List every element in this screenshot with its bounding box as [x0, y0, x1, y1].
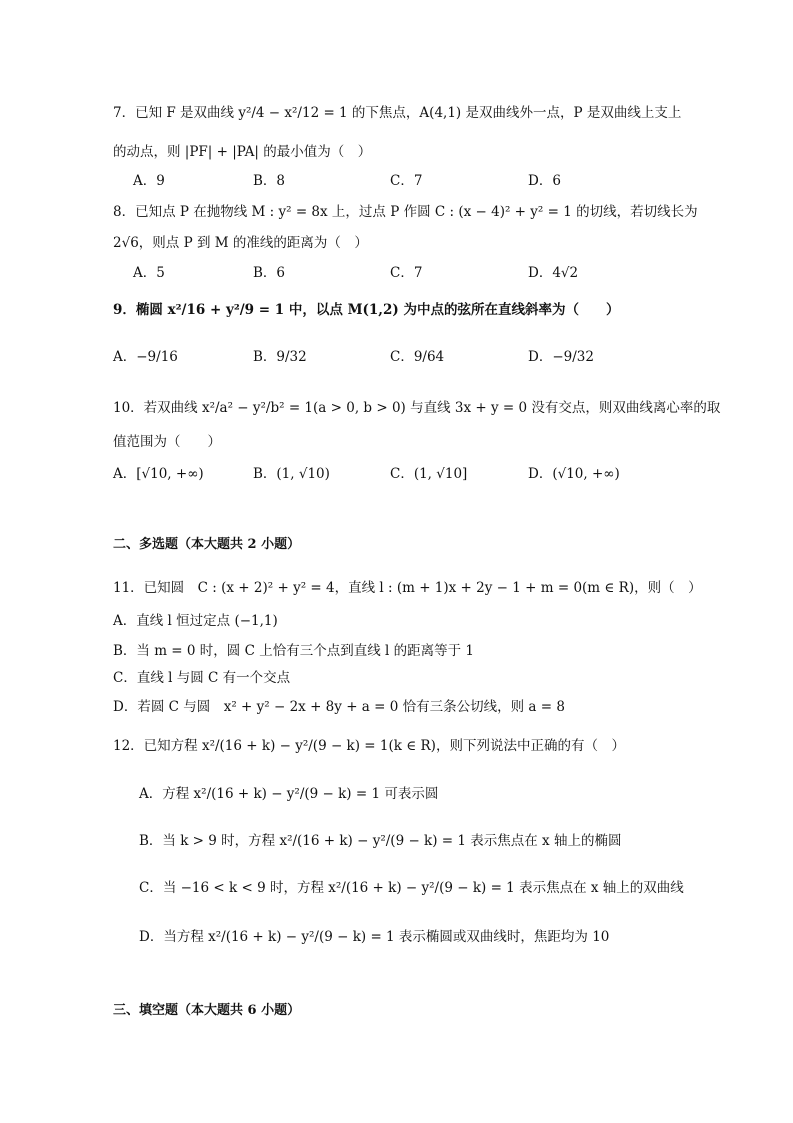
question-10-option-c: C．(1, √10]	[390, 466, 468, 482]
question-8-line-2: 2√6，则点 P 到 M 的准线的距离为（ ）	[113, 235, 368, 251]
question-12-option-d: D．当方程 x²/(16 + k) − y²/(9 − k) = 1 表示椭圆或双曲线时，焦距均为 10	[139, 929, 610, 945]
question-11-option-a: A．直线 l 恒过定点 (−1,1)	[113, 613, 278, 629]
question-11-option-b: B．当 m = 0 时，圆 C 上恰有三个点到直线 l 的距离等于 1	[113, 643, 474, 659]
question-9-option-a: A．−9/16	[113, 349, 178, 365]
question-7-option-a: A．9	[133, 173, 165, 189]
question-8-option-b: B．6	[253, 265, 286, 281]
question-11-option-d: D．若圆 C 与圆 x² + y² − 2x + 8y + a = 0 恰有三条公切线，则 a = 8	[113, 699, 565, 715]
question-10-line-1: 10．若双曲线 x²/a² − y²/b² = 1(a > 0, b > 0) 与直线 3x + y = 0 没有交点，则双曲线离心率的取	[113, 400, 721, 416]
question-8-line-1: 8．已知点 P 在抛物线 M : y² = 8x 上，过点 P 作圆 C : (x − 4)² + y² = 1 的切线，若切线长为	[113, 204, 698, 220]
question-12-option-b: B．当 k > 9 时，方程 x²/(16 + k) − y²/(9 − k) = 1 表示焦点在 x 轴上的椭圆	[139, 833, 622, 849]
question-9-line-1: 9．椭圆 x²/16 + y²/9 = 1 中，以点 M(1,2) 为中点的弦所在直线斜率为（ ）	[113, 302, 620, 318]
question-10-option-d: D．(√10, +∞)	[528, 466, 620, 482]
question-8-option-c: C．7	[390, 265, 423, 281]
question-12-option-c: C．当 −16 < k < 9 时，方程 x²/(16 + k) − y²/(9 − k) = 1 表示焦点在 x 轴上的双曲线	[139, 880, 684, 896]
question-9-option-b: B．9/32	[253, 349, 307, 365]
question-8-option-a: A．5	[133, 265, 165, 281]
question-7-line-1: 7．已知 F 是双曲线 y²/4 − x²/12 = 1 的下焦点，A(4,1) 是双曲线外一点，P 是双曲线上支上	[113, 105, 682, 121]
question-7-option-d: D．6	[528, 173, 561, 189]
question-9-option-d: D．−9/32	[528, 349, 594, 365]
question-12-option-a: A．方程 x²/(16 + k) − y²/(9 − k) = 1 可表示圆	[139, 786, 439, 802]
question-10-option-b: B．(1, √10)	[253, 466, 330, 482]
question-12-line-1: 12．已知方程 x²/(16 + k) − y²/(9 − k) = 1(k ∈ R)，则下列说法中正确的有（ ）	[113, 738, 625, 754]
section-3-title: 三、填空题（本大题共 6 小题）	[113, 1003, 301, 1018]
question-7-option-b: B．8	[253, 173, 286, 189]
question-10-line-2: 值范围为（ ）	[113, 434, 221, 450]
question-10-option-a: A．[√10, +∞)	[113, 466, 204, 482]
question-9-option-c: C．9/64	[390, 349, 445, 365]
question-7-line-2: 的动点，则 |PF| + |PA| 的最小值为（ ）	[113, 144, 372, 160]
question-11-line-1: 11．已知圆 C : (x + 2)² + y² = 4，直线 l : (m + 1)x + 2y − 1 + m = 0(m ∈ R)，则（ ）	[113, 580, 702, 596]
question-7-option-c: C．7	[390, 173, 423, 189]
question-8-option-d: D．4√2	[528, 265, 579, 281]
question-11-option-c: C．直线 l 与圆 C 有一个交点	[113, 670, 291, 686]
section-2-title: 二、多选题（本大题共 2 小题）	[113, 537, 301, 552]
